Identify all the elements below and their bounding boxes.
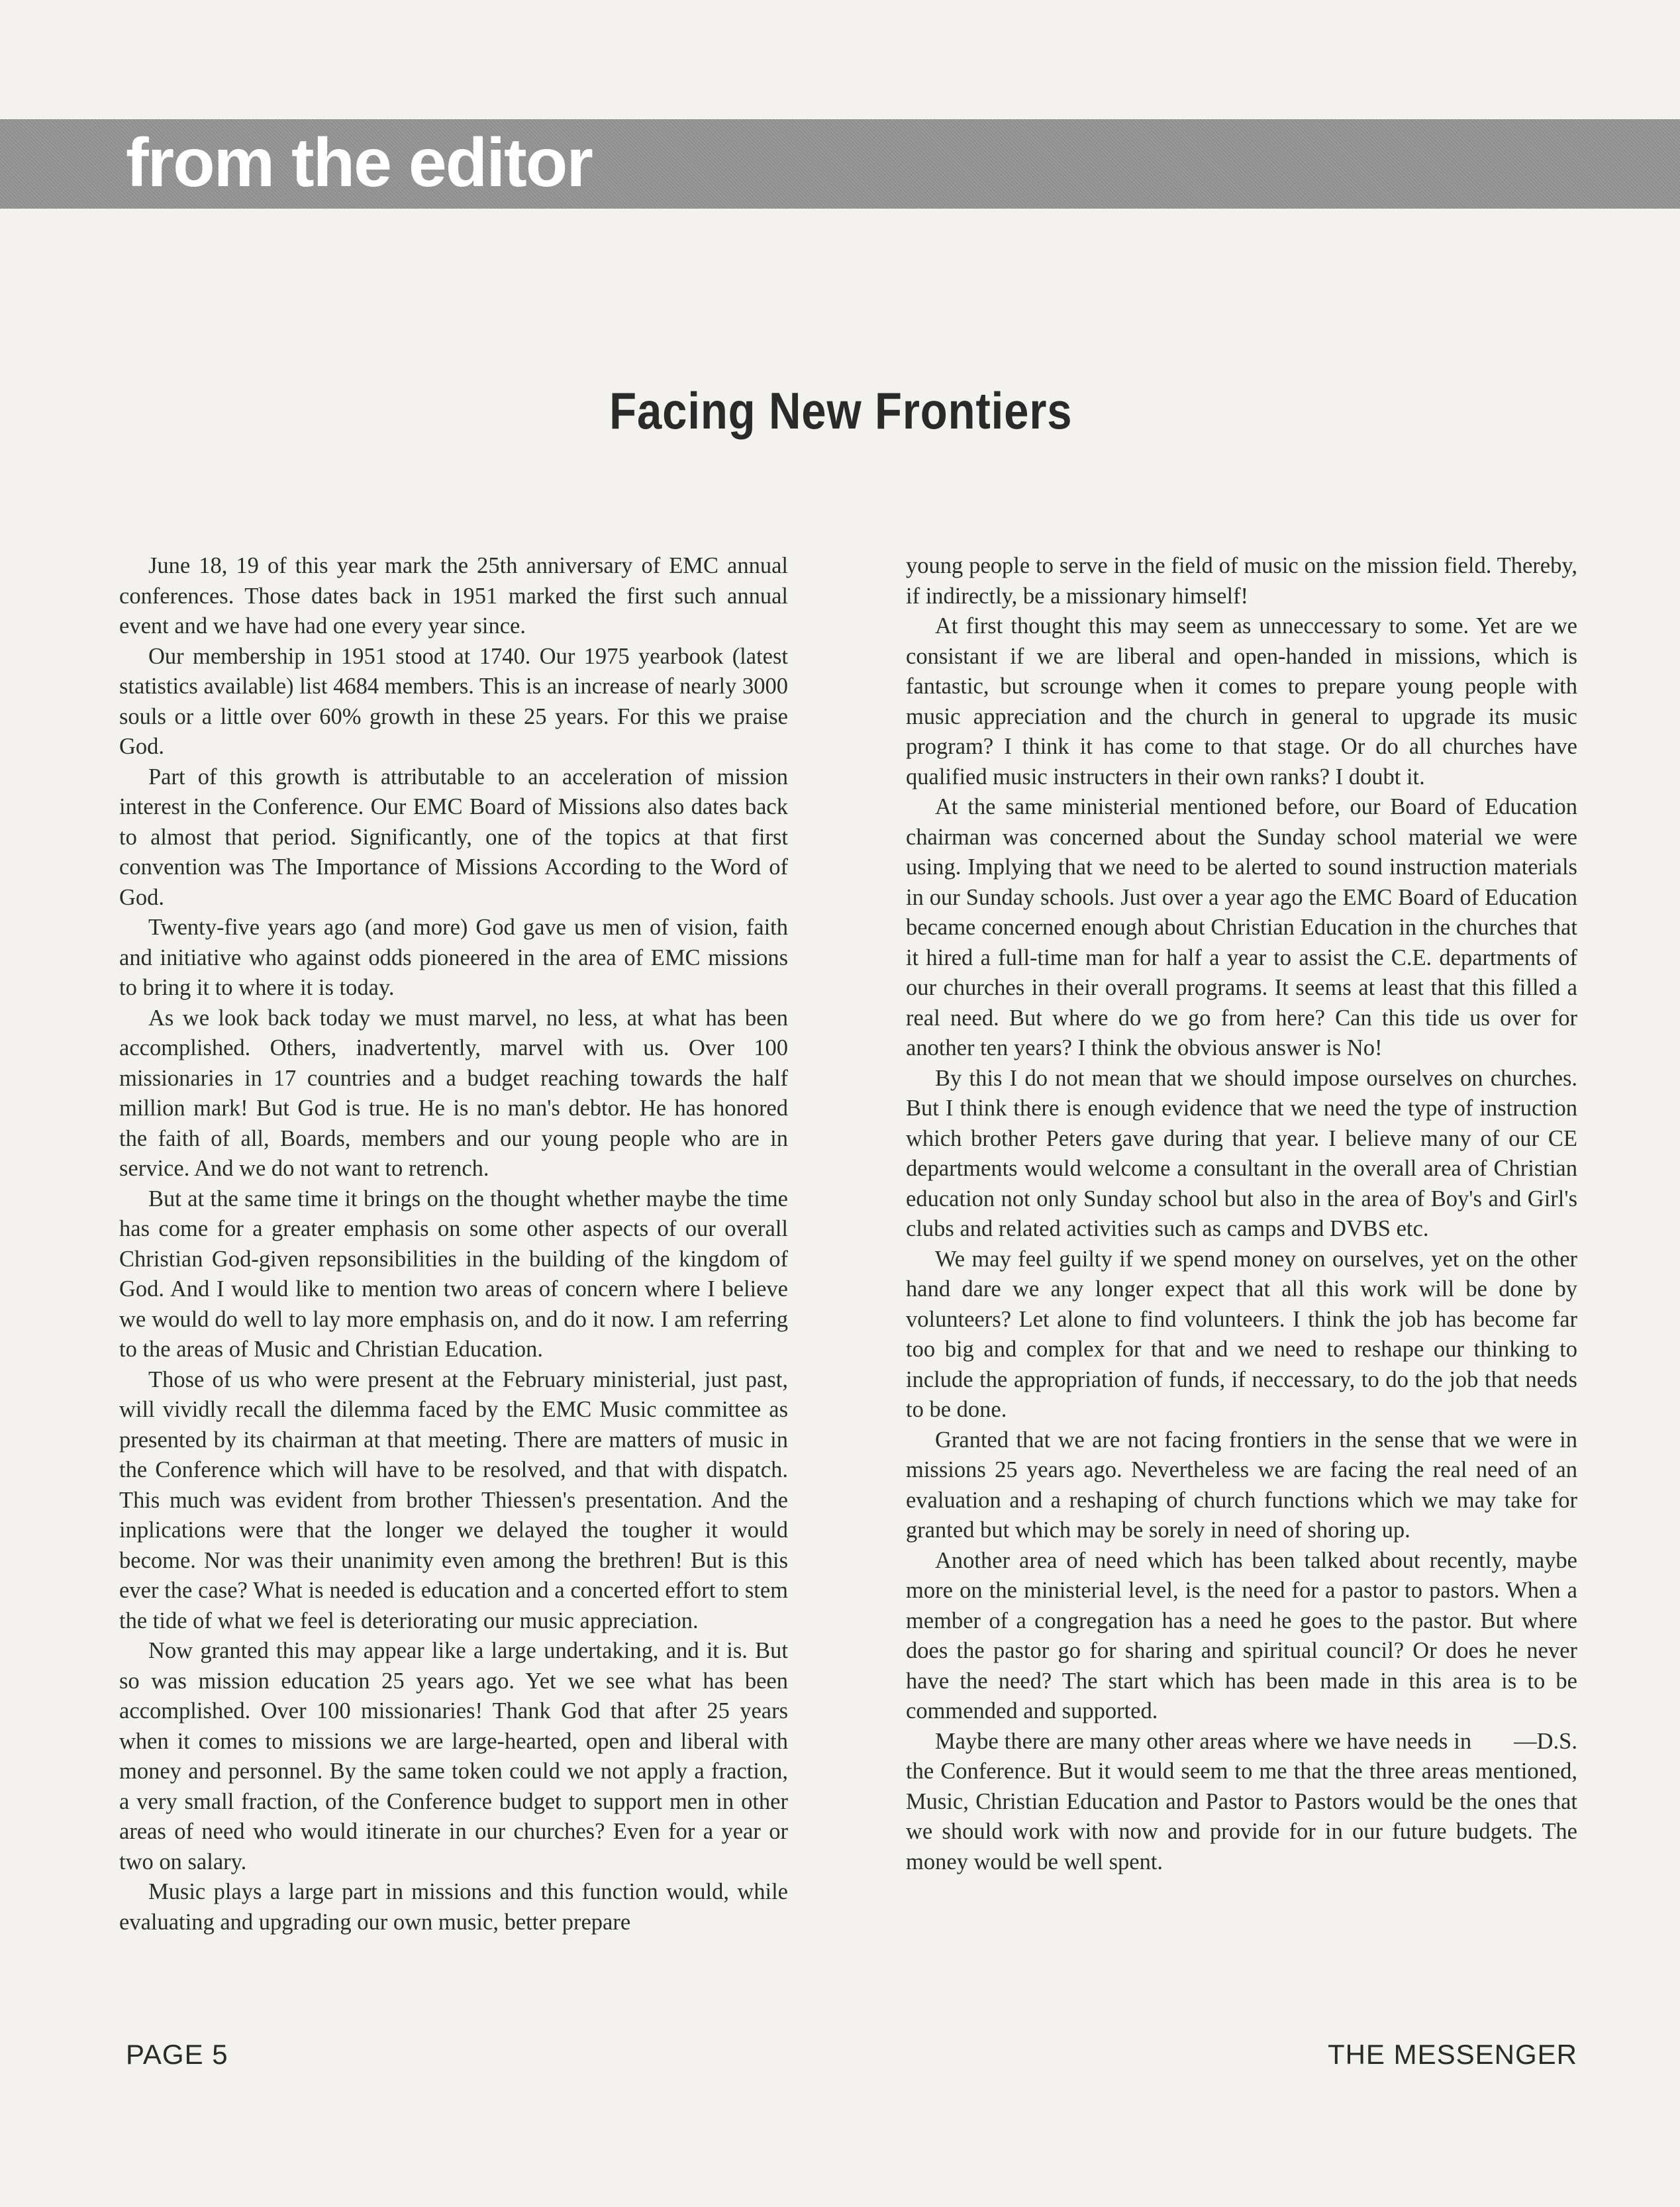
article-column-left (119, 551, 788, 1937)
article-column-right (906, 551, 1577, 1877)
section-title: from the editor (126, 125, 592, 201)
article-paragraph: Our membership in 1951 stood at 1740. Our 1975 yearbook (latest statistics available) list 4684 members. This is an increase of nearly 3000 souls or a little over 60% growth in these 25 years. For this we praise God. (119, 643, 788, 759)
article-paragraph: By this I do not mean that we should impose ourselves on churches. But I think there is enough evidence that we need the type of instruction which brother Peters gave during that year. I believe many of our CE departments would welcome a consultant in the overall area of Christian education not only Sunday school but also in the area of Boy's and Girl's clubs and related activities such as camps and DVBS etc. (906, 1065, 1577, 1241)
article-paragraph-last (906, 1727, 1577, 1878)
article-paragraph-continued: young people to serve in the field of music on the mission field. Thereby, if indirectly, be a missionary himself! (906, 553, 1577, 609)
article-paragraph: Those of us who were present at the February ministerial, just past, will vividly recall the dilemma faced by the EMC Music committee as presented by its chairman at that meeting. There are matters of music in the Conference which will have to be resolved, and that with dispatch. This much was evident from brother Thiessen's presentation. And the inplications were that the longer we delayed the tougher it would become. Nor was their unanimity even among the brethren! But is this ever the case? What is needed is education and a concerted effort to stem the tide of what we feel is deteriorating our music appreciation. (119, 1366, 788, 1633)
article-paragraph: Music plays a large part in missions and this function would, while evaluating and upgrading our own music, better prepare (119, 1879, 788, 1935)
page-number: PAGE 5 (126, 2039, 228, 2070)
author-signature: —D.S. (1514, 1728, 1577, 1754)
article-paragraph: Twenty-five years ago (and more) God gave us men of vision, faith and initiative who against odds pioneered in the area of EMC missions to bring it to where it is today. (119, 915, 788, 1000)
article-paragraph: Part of this growth is attributable to an acceleration of mission interest in the Conference. Our EMC Board of Missions also dates back to almost that period. Significantly, one of the topics at that first convention was The Importance of Missions According to the Word of God. (119, 764, 788, 910)
article-paragraph: But at the same time it brings on the thought whether maybe the time has come for a greater emphasis on some other aspects of our overall Christian God-given repsonsibilities in the building of the kingdom of God. And I would like to mention two areas of concern where I believe we would do well to lay more emphasis on, and do it now. I am referring to the areas of Music and Christian Education. (119, 1186, 788, 1362)
publication-name: THE MESSENGER (1327, 2039, 1577, 2070)
article-paragraph: June 18, 19 of this year mark the 25th anniversary of EMC annual conferences. Those dates back in 1951 marked the first such annual event and we have had one every year since. (119, 553, 788, 639)
article-paragraph-text: Maybe there are many other areas where we have needs in the Conference. But it would seem to me that the three areas mentioned, Music, Christian Education and Pastor to Pastors would be the ones that we should work with now and provide for in our future budgets. The money would be well spent. (906, 1728, 1577, 1874)
article-paragraph: We may feel guilty if we spend money on ourselves, yet on the other hand dare we any longer expect that all this work will be done by volunteers? Let alone to find volunteers. I think the job has become far too big and complex for that and we need to reshape our thinking to include the appropriation of funds, if neccessary, to do the job that needs to be done. (906, 1246, 1577, 1422)
section-banner (0, 119, 1680, 209)
article-paragraph: As we look back today we must marvel, no less, at what has been accomplished. Others, inadvertently, marvel with us. Over 100 missionaries in 17 countries and a budget reaching towards the half million mark! But God is true. He is no man's debtor. He has honored the faith of all, Boards, members and our young people who are in service. And we do not want to retrench. (119, 1005, 788, 1181)
article-paragraph: Granted that we are not facing frontiers in the sense that we were in missions 25 years ago. Nevertheless we are facing the real need of an evaluation and a reshaping of church functions which we may take for granted but which may be sorely in need of shoring up. (906, 1427, 1577, 1543)
article-paragraph: Another area of need which has been talked about recently, maybe more on the ministerial level, is the need for a pastor to pastors. When a member of a congregation has a need he goes to the pastor. But where does the pastor go for sharing and spiritual council? Or does he never have the need? The start which has been made in this area is to be commended and supported. (906, 1547, 1577, 1723)
article-paragraph: Now granted this may appear like a large undertaking, and it is. But so was mission education 25 years ago. Yet we see what has been accomplished. Over 100 missionaries! Thank God that after 25 years when it comes to missions we are large-hearted, open and liberal with money and personnel. By the same token could we not apply a fraction, a very small fraction, of the Conference budget to support men in other areas of need who would itinerate in our churches? Even for a year or two on salary. (119, 1638, 788, 1874)
article-title: Facing New Frontiers (609, 382, 1073, 440)
article-paragraph: At the same ministerial mentioned before, our Board of Education chairman was concerned about the Sunday school material we were using. Implying that we need to be alerted to sound instruction materials in our Sunday schools. Just over a year ago the EMC Board of Education became concerned enough about Christian Education in the churches that it hired a full-time man for half a year to assist the C.E. departments of our churches in their overall programs. It seems at least that this filled a real need. But where do we go from here? Can this tide us over for another ten years? I think the obvious answer is No! (906, 794, 1577, 1060)
article-paragraph: At first thought this may seem as unneccessary to some. Yet are we consistant if we are liberal and open-handed in missions, which is fantastic, but scrounge when it comes to prepare young people with music appreciation and the church in general to upgrade its music program? I think it has come to that stage. Or do all churches have qualified music instructers in their own ranks? I doubt it. (906, 613, 1577, 790)
